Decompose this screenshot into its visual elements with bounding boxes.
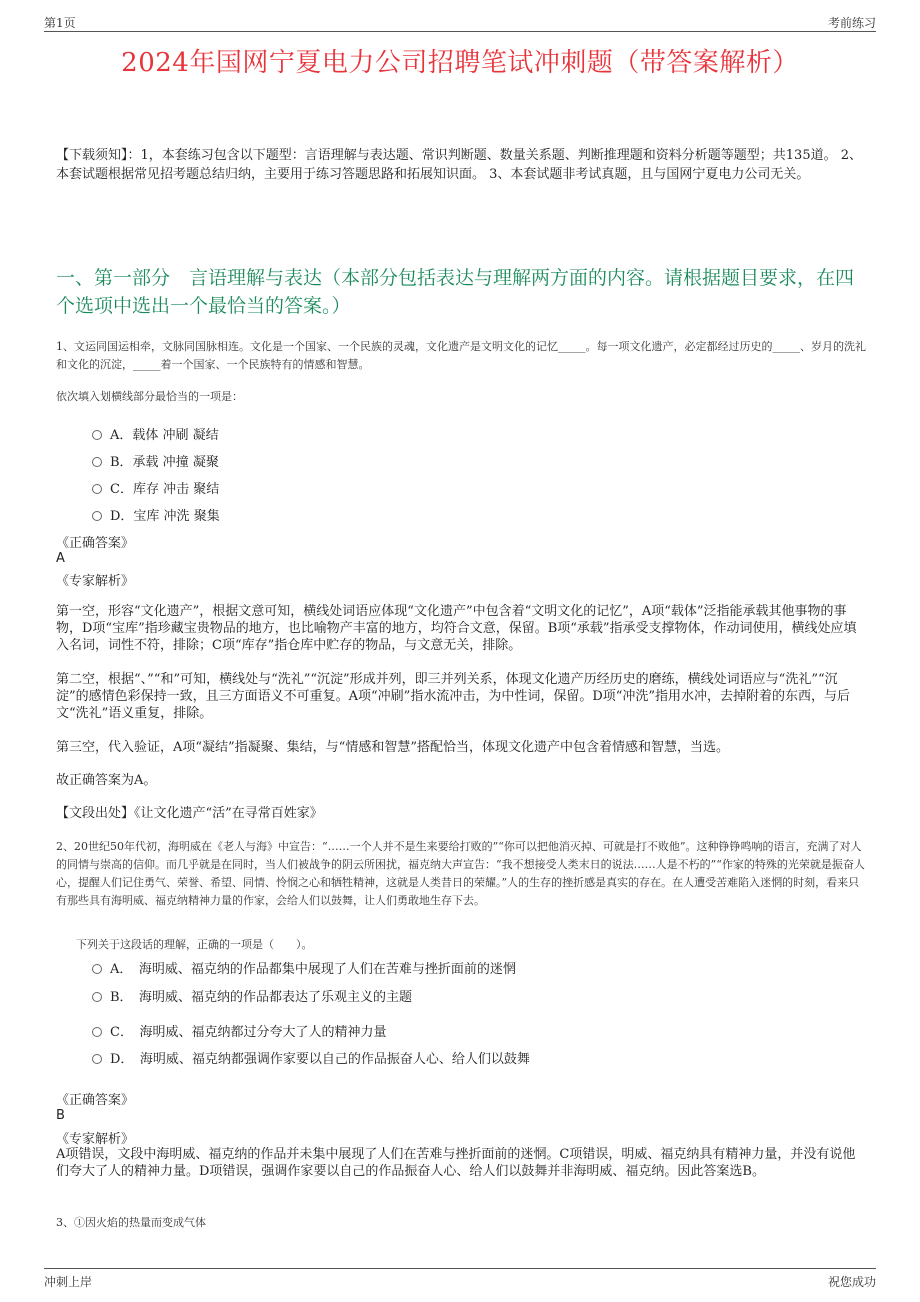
document-title: 2024年国网宁夏电力公司招聘笔试冲刺题（带答案解析）: [121, 48, 799, 78]
q1-option-b[interactable]: [92, 451, 219, 470]
q1-option-a-label: A．载体 冲刷 凝结: [110, 428, 219, 443]
q1-analysis-para4: 故正确答案为A。: [56, 773, 157, 788]
q2-prompt: 下列关于这段话的理解，正确的一项是（ ）。: [76, 938, 313, 951]
page-footer: [44, 1268, 876, 1288]
section-heading: 一、第一部分 言语理解与表达（本部分包括表达与理解两方面的内容。请根据题目要求，在四个选项中选出一个最恰当的答案。）: [56, 267, 855, 317]
q1-source: 【文段出处】《让文化遗产“活”在寻常百姓家》: [56, 806, 323, 821]
q1-analysis-para1: 第一空，形容“文化遗产”，根据文意可知，横线处词语应体现“文化遗产”中包含着“文明文化的记忆”，A项“载体”泛指能承载其他事物的事物，D项“宝库”指珍藏宝贵物品的地方，也比喻物产丰富的地方，均符合文意，保留。B项“承载”指承受支撑物体，作动词使用，横线处应填入名词，词性不符，排除；C项“库存”指仓库中贮存的物品，与文意无关，排除。: [56, 604, 857, 653]
q2-option-d-label: D． 海明威、福克纳都强调作家要以自己的作品振奋人心、给人们以鼓舞: [110, 1052, 530, 1067]
footer-left: 冲刺上岸: [44, 1275, 93, 1289]
q2-answer: B: [56, 1108, 65, 1123]
q1-option-c[interactable]: [92, 478, 219, 497]
q1-answer: A: [56, 551, 65, 566]
q1-answer-label: 《正确答案》: [56, 536, 135, 551]
q2-stem: 2、20世纪50年代初，海明威在《老人与海》中宣告：“……一个人并不是生来要给打败的”“你可以把他消灭掉、可就是打不败他”。这种铮铮鸣响的语言，充满了对人的同情与崇高的信仰。而几乎就是在同时，当人们被战争的阴云所困扰，福克纳大声宣告：“我不想接受人类末日的说法……人是不朽的”“作家的特殊的光荣就是振奋人心，提醒人们记住勇气、荣誉、希望、同情、怜悯之心和牺牲精神，这就是人类昔日的荣耀。”人的生存的挫折感是真实的存在。在人遭受苦难陷入迷惘的时刻，看来只有那些具有海明威、福克纳精神力量的作家，会给人们以鼓舞，让人们勇敢地生存下去。: [56, 840, 865, 907]
q2-option-a[interactable]: [92, 958, 516, 977]
q3-stem: 3、①因火焰的热量而变成气体: [56, 1216, 206, 1229]
q2-option-b-label: B． 海明威、福克纳的作品都表达了乐观主义的主题: [110, 990, 413, 1005]
download-notice: 【下载须知】：1，本套练习包含以下题型：言语理解与表达题、常识判断题、数量关系题、判断推理题和资料分析题等题型；共135道。 2、本套试题根据常见招考题总结归纳，主要用于练习答题思路和拓展知识面。 3、本套试题非考试真题，且与国网宁夏电力公司无关。: [56, 148, 862, 182]
radio-icon[interactable]: [92, 457, 102, 467]
q1-option-d[interactable]: [92, 505, 220, 524]
q1-analysis-para2: 第二空，根据“、”“和”可知，横线处与“洗礼”“沉淀”形成并列，即三并列关系，体现文化遗产历经历史的磨练，横线处词语应与“洗礼”“沉淀”的感情色彩保持一致，且三方面语义不可重复。A项“冲刷”指水流冲击，为中性词，保留。D项“冲洗”指用水冲，去掉附着的东西，与后文“洗礼”语义重复，排除。: [56, 672, 851, 721]
q2-option-c-label: C． 海明威、福克纳都过分夸大了人的精神力量: [110, 1025, 387, 1040]
radio-icon[interactable]: [92, 484, 102, 494]
q1-option-b-label: B．承载 冲撞 凝聚: [110, 455, 219, 470]
header-tag: 考前练习: [827, 16, 876, 30]
radio-icon[interactable]: [92, 992, 102, 1002]
radio-icon[interactable]: [92, 511, 102, 521]
radio-icon[interactable]: [92, 430, 102, 440]
radio-icon[interactable]: [92, 1054, 102, 1064]
q2-analysis: A项错误，文段中海明威、福克纳的作品并未集中展现了人们在苦难与挫折面前的迷惘。C项错误，明威、福克纳具有精神力量，并没有说他们夸大了人的精神力量。D项错误，强调作家要以自己的作品振奋人心、给人们以鼓舞并非海明威、福克纳。因此答案选B。: [56, 1147, 856, 1179]
q1-option-a[interactable]: [92, 424, 219, 443]
q2-option-b[interactable]: [92, 986, 412, 1005]
page-number: 第1页: [44, 16, 76, 30]
q1-stem: 1、文运同国运相牵，文脉同国脉相连。文化是一个国家、一个民族的灵魂，文化遗产是文明文化的记忆_____。每一项文化遗产，必定都经过历史的_____、岁月的洗礼和文化的沉淀，_____着一个国家、一个民族特有的情感和智慧。: [56, 340, 866, 371]
page-header: [44, 12, 876, 32]
q1-option-c-label: C．库存 冲击 聚结: [110, 482, 220, 497]
q2-option-c[interactable]: [92, 1021, 386, 1040]
radio-icon[interactable]: [92, 1027, 102, 1037]
q1-analysis-label: 《专家解析》: [56, 574, 135, 589]
q2-option-d[interactable]: [92, 1048, 530, 1067]
q2-answer-label: 《正确答案》: [56, 1093, 135, 1108]
q2-analysis-label: 《专家解析》: [56, 1132, 135, 1147]
q1-option-d-label: D．宝库 冲洗 聚集: [110, 509, 220, 524]
q1-prompt: 依次填入划横线部分最恰当的一项是：: [56, 390, 243, 403]
radio-icon[interactable]: [92, 964, 102, 974]
q1-analysis-para3: 第三空，代入验证，A项“凝结”指凝聚、集结，与“情感和智慧”搭配恰当，体现文化遗产中包含着情感和智慧，当选。: [56, 740, 729, 755]
q2-option-a-label: A． 海明威、福克纳的作品都集中展现了人们在苦难与挫折面前的迷惘: [110, 962, 516, 977]
footer-right: 祝您成功: [827, 1275, 876, 1289]
